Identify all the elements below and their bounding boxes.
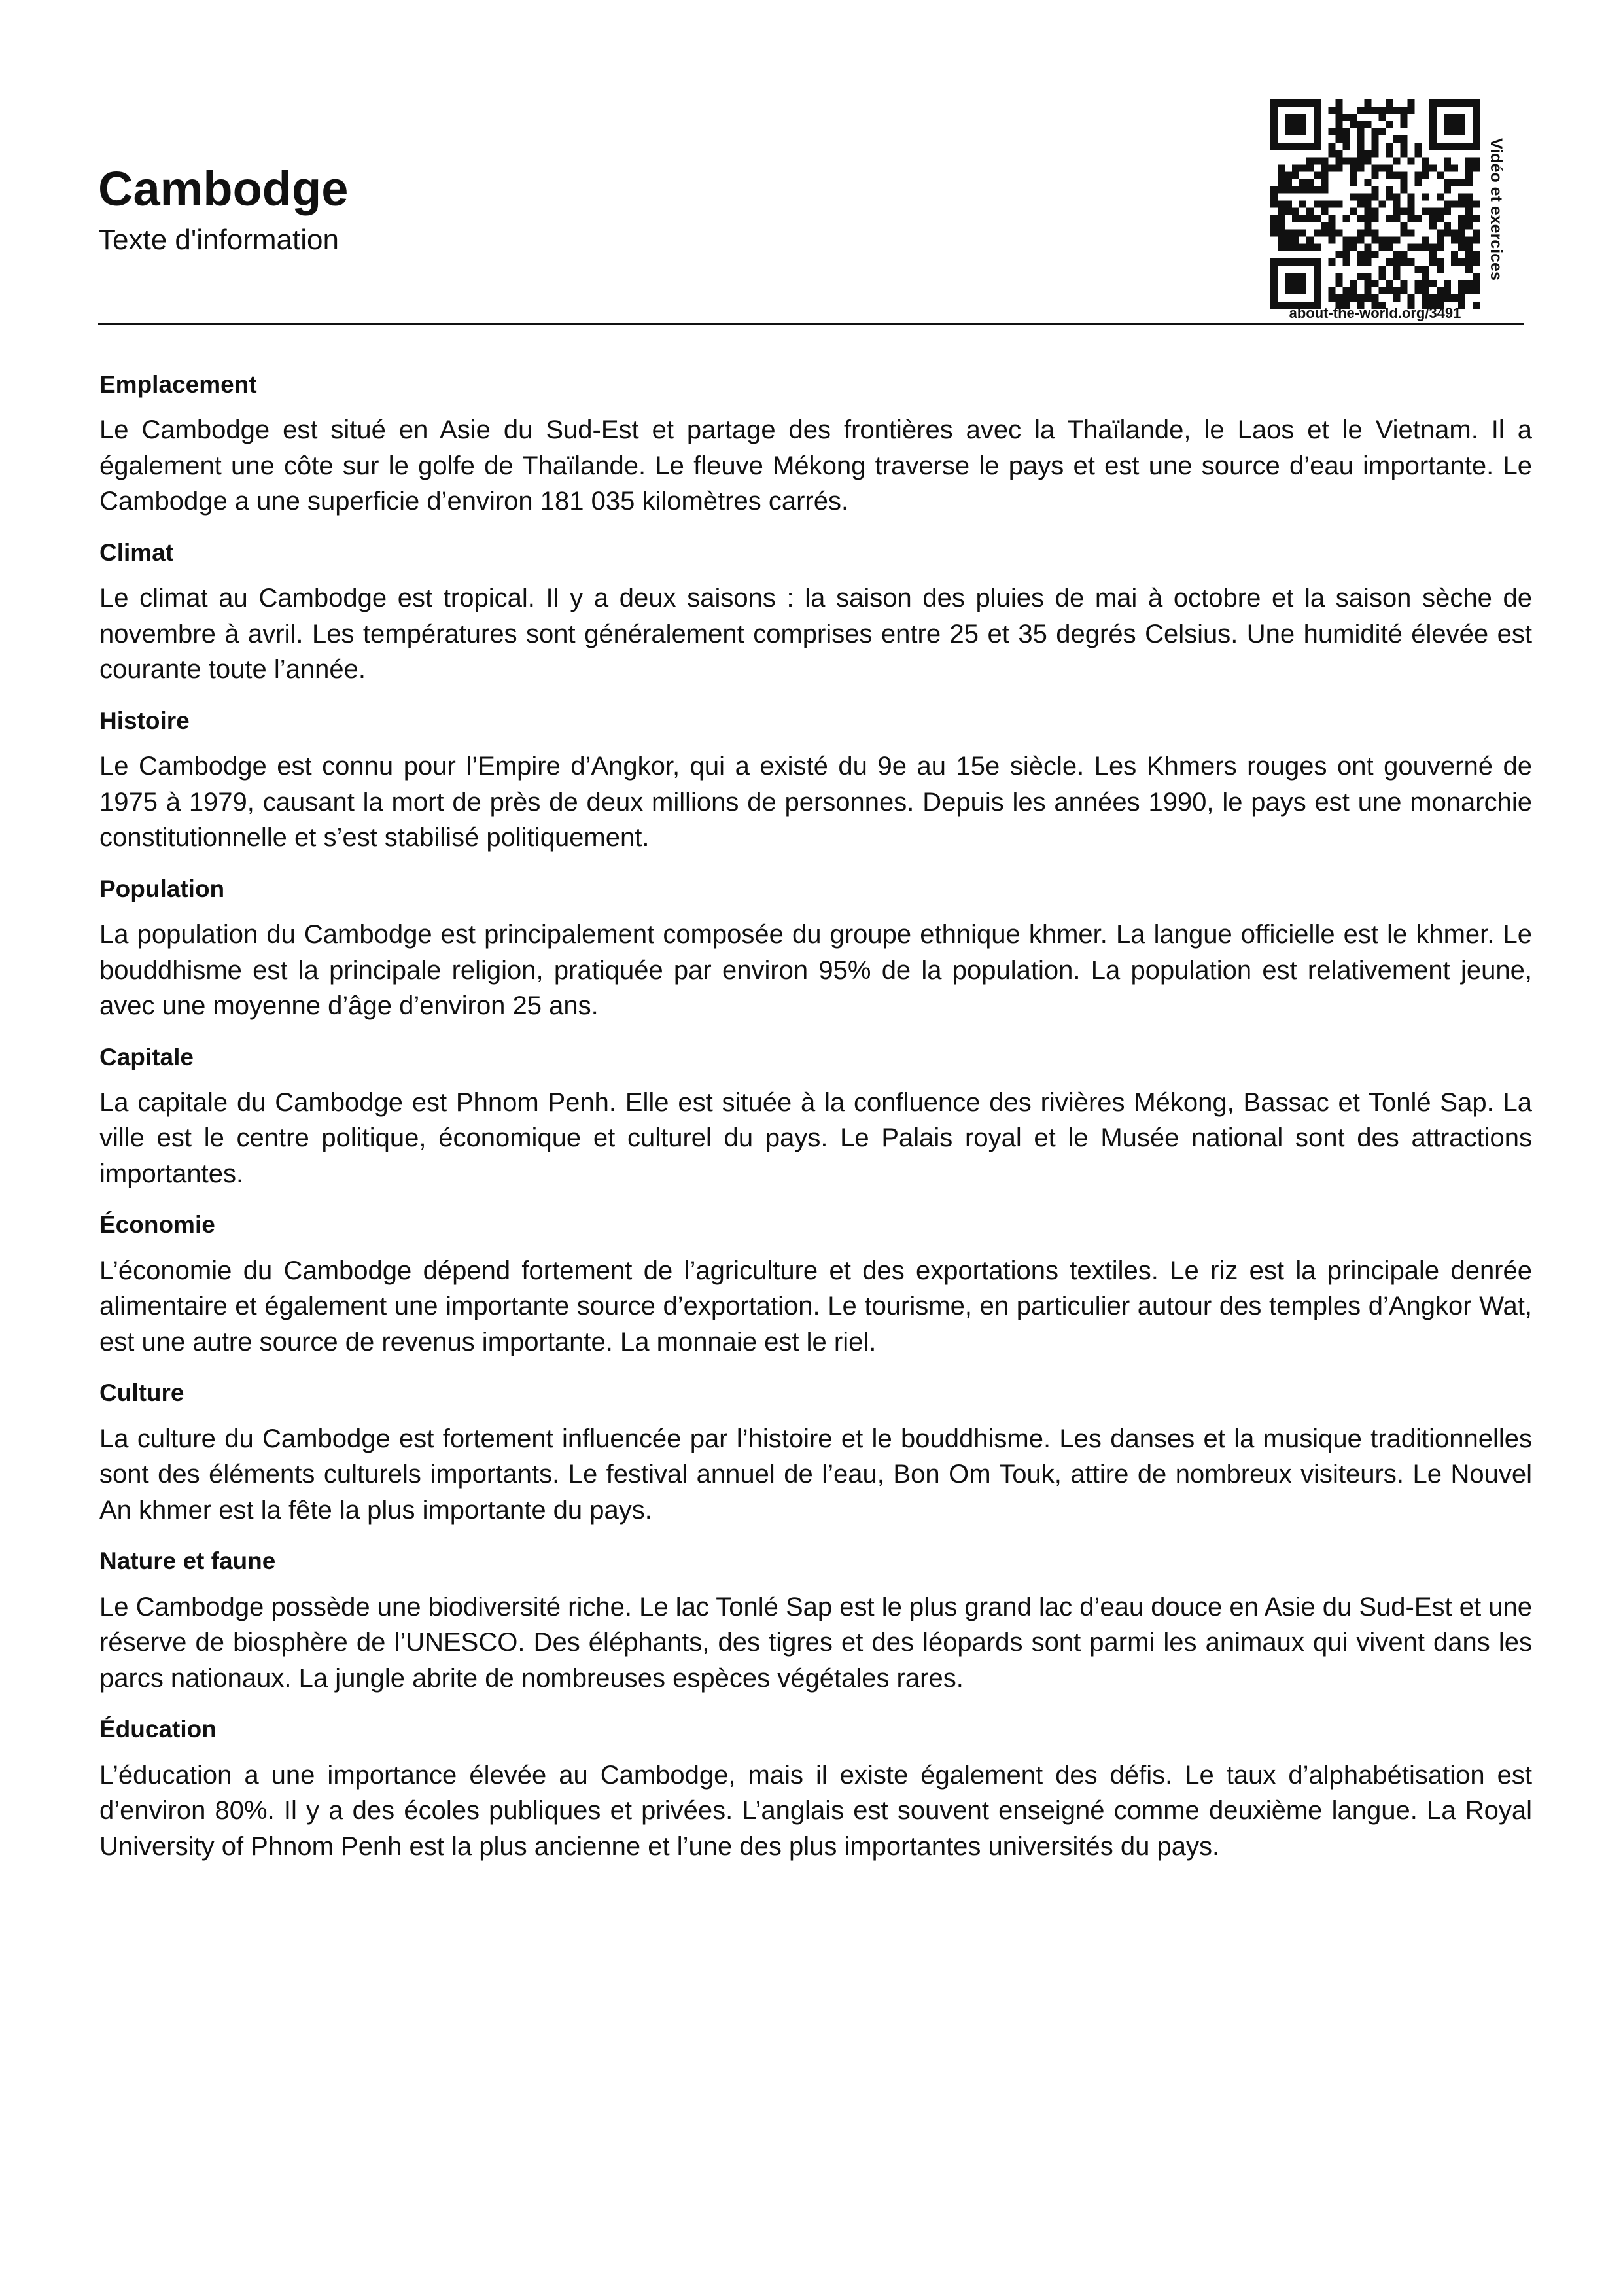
section-histoire bbox=[99, 707, 1532, 856]
section-heading: Climat bbox=[99, 539, 174, 566]
section-paragraph: Le Cambodge est situé en Asie du Sud-Est et partage des frontières avec la Thaïlande, le Laos et le Vietnam. Il a également une côte sur le golfe de Thaïlande. Le fleuve Mékong traverse le pays et est une source d’eau importante. Le Cambodge a une superficie d’environ 181 035 kilomètres carrés. bbox=[99, 415, 1532, 516]
section-paragraph: L’éducation a une importance élevée au Cambodge, mais il existe également des défis. Le taux d’alphabétisation est d’environ 80%. Il y a des écoles publiques et privées. L’anglais est souvent enseigné comme deuxième langue. La Royal University of Phnom Penh est la plus ancienne et l’une des plus importantes universités du pays. bbox=[99, 1760, 1532, 1861]
qr-code-icon bbox=[1270, 99, 1480, 309]
section-paragraph: La capitale du Cambodge est Phnom Penh. Elle est située à la confluence des rivières Mékong, Bassac et Tonlé Sap. La ville est le centre politique, économique et culturel du pays. Le Palais royal et le Musée national sont des attractions importantes. bbox=[99, 1087, 1532, 1188]
qr-side-label: Vidéo et exercices bbox=[1487, 138, 1505, 281]
section-population bbox=[99, 875, 1532, 1024]
section-education bbox=[99, 1715, 1532, 1864]
section-heading: Histoire bbox=[99, 707, 190, 734]
section-emplacement bbox=[99, 370, 1532, 520]
page-subtitle: Texte d'information bbox=[98, 224, 339, 256]
qr-link-url[interactable]: about-the-world.org/3491 bbox=[1289, 305, 1461, 321]
section-paragraph: L’économie du Cambodge dépend fortement de l’agriculture et des exportations textiles. Le riz est la principale denrée alimentaire et également une importante source d’exportation. Le tourisme, en particulier autour des temples d’Angkor Wat, est une autre source de revenus importante. La monnaie est le riel. bbox=[99, 1256, 1532, 1356]
section-paragraph: Le Cambodge est connu pour l’Empire d’Angkor, qui a existé du 9e au 15e siècle. Les Khmers rouges ont gouverné de 1975 à 1979, causant la mort de près de deux millions de personnes. Depuis les années 1990, le pays est une monarchie constitutionnelle et s’est stabilisé politiquement. bbox=[99, 752, 1532, 853]
section-capitale bbox=[99, 1043, 1532, 1192]
section-paragraph: Le Cambodge possède une biodiversité riche. Le lac Tonlé Sap est le plus grand lac d’eau douce en Asie du Sud-Est et une réserve de biosphère de l’UNESCO. Des éléphants, des tigres et des léopards sont parmi les animaux qui vivent dans les parcs nationaux. La jungle abrite de nombreuses espèces végétales rares. bbox=[99, 1592, 1532, 1693]
section-heading: Économie bbox=[99, 1211, 215, 1239]
section-paragraph: La population du Cambodge est principalement composée du groupe ethnique khmer. La langue officielle est le khmer. Le bouddhisme est la principale religion, pratiquée par environ 95% de la population. La population est relativement jeune, avec une moyenne d’âge d’environ 25 ans. bbox=[99, 920, 1532, 1021]
section-nature-et-faune bbox=[99, 1547, 1532, 1696]
section-heading: Culture bbox=[99, 1379, 184, 1407]
header-divider bbox=[98, 323, 1524, 325]
section-paragraph: Le climat au Cambodge est tropical. Il y a deux saisons : la saison des pluies de mai à octobre et la saison sèche de novembre à avril. Les températures sont généralement comprises entre 25 et 35 degrés Celsius. Une humidité élevée est courante toute l’année. bbox=[99, 584, 1532, 684]
section-heading: Nature et faune bbox=[99, 1547, 276, 1575]
section-paragraph: La culture du Cambodge est fortement influencée par l’histoire et le bouddhisme. Les danses et la musique traditionnelles sont des éléments culturels importants. Le festival annuel de l’eau, Bon Om Touk, attire de nombreux visiteurs. Le Nouvel An khmer est la fête la plus importante du pays. bbox=[99, 1424, 1532, 1525]
page-title: Cambodge bbox=[98, 162, 349, 216]
section-economie bbox=[99, 1210, 1532, 1360]
qr-code[interactable] bbox=[1270, 99, 1480, 309]
page-header bbox=[98, 98, 1524, 324]
section-climat bbox=[99, 539, 1532, 688]
section-culture bbox=[99, 1379, 1532, 1528]
document-body bbox=[99, 370, 1532, 1883]
section-heading: Emplacement bbox=[99, 371, 257, 398]
section-heading: Population bbox=[99, 875, 225, 902]
section-heading: Capitale bbox=[99, 1043, 194, 1070]
section-heading: Éducation bbox=[99, 1716, 217, 1743]
